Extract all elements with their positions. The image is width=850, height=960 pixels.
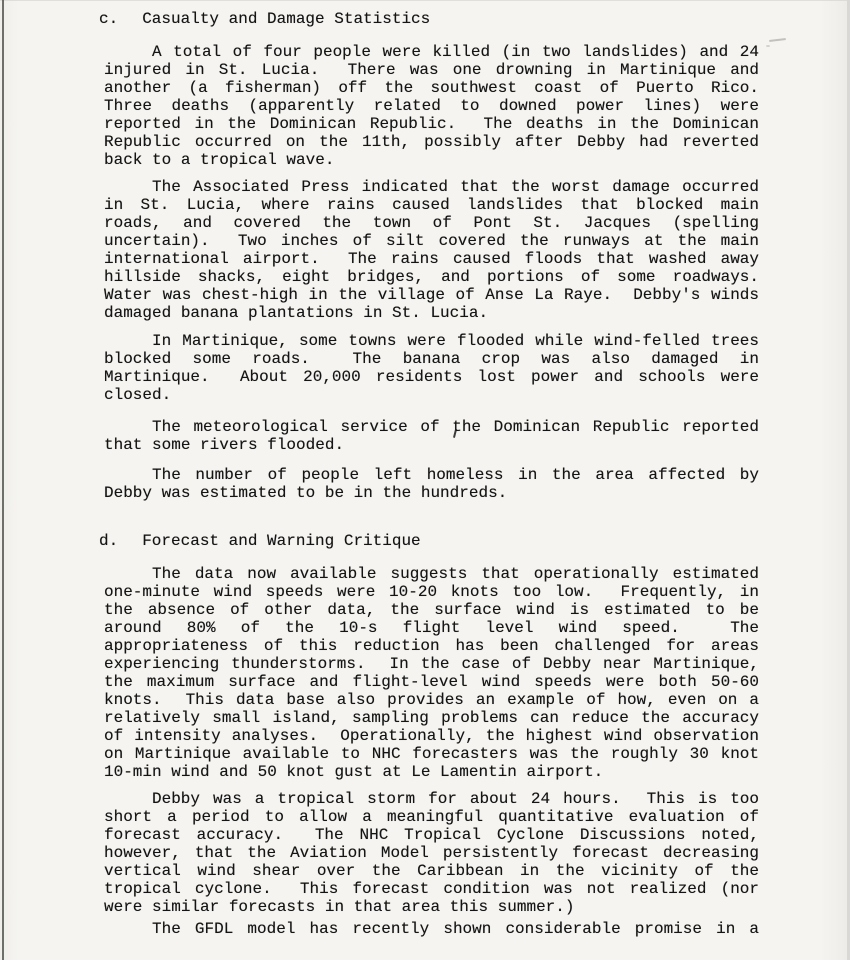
text-line: The Associated Press indicated that the worst damage occurred (152, 178, 759, 196)
document-paragraph (104, 178, 759, 322)
text-line: of intensity analyses. Operationally, the highest wind observation (104, 727, 759, 745)
text-line: The number of people left homeless in the area affected by (152, 466, 759, 484)
text-line: one-minute wind speeds were 10-20 knots too low. Frequently, in (104, 583, 759, 601)
section-heading (99, 532, 759, 550)
document-paragraph (104, 790, 759, 916)
text-line: Martinique. About 20,000 residents lost power and schools were (104, 368, 759, 386)
text-line: roads, and covered the town of Pont St. Jacques (spelling (104, 214, 759, 232)
text-line: reported in the Dominican Republic. The deaths in the Dominican (104, 115, 759, 133)
text-line: A total of four people were killed (in two landslides) and 24 (152, 43, 759, 61)
document-paragraph (104, 920, 759, 938)
text-line: Republic occurred on the 11th, possibly after Debby had reverted (104, 133, 759, 151)
text-line: back to a tropical wave. (104, 151, 335, 169)
text-line: knots. This data base also provides an example of how, even on a (104, 691, 759, 709)
text-line: on Martinique available to NHC forecasters was the roughly 30 knot (104, 745, 759, 763)
text-line: the absence of other data, the surface wind is estimated to be (104, 601, 759, 619)
text-line: hillside shacks, eight bridges, and portions of some roadways. (104, 268, 759, 286)
text-line: In Martinique, some towns were flooded while wind-felled trees (152, 332, 759, 350)
section-heading (99, 10, 759, 28)
text-line: short a period to allow a meaningful quantitative evaluation of (104, 808, 759, 826)
section-marker: d. (99, 532, 119, 550)
document-paragraph (104, 418, 759, 454)
text-line: damaged banana plantations in St. Lucia. (104, 304, 489, 322)
document-paragraph (104, 43, 759, 169)
document-paragraph (104, 332, 759, 404)
section-title: Forecast and Warning Critique (142, 532, 421, 550)
text-line: closed. (104, 386, 172, 404)
scan-smudge-artifact (769, 38, 786, 42)
text-line: tropical cyclone. This forecast condition was not realized (nor (104, 880, 759, 898)
text-line: Debby was estimated to be in the hundreds. (104, 484, 508, 502)
text-line: 10-min wind and 50 knot gust at Le Lamentin airport. (104, 763, 604, 781)
text-line: injured in St. Lucia. There was one drowning in Martinique and (104, 61, 759, 79)
document-body (99, 10, 759, 938)
text-line: however, that the Aviation Model persistently forecast decreasing (104, 844, 759, 862)
text-line: The data now available suggests that operationally estimated (152, 565, 759, 583)
text-line: The GFDL model has recently shown considerable promise in a (152, 920, 759, 938)
text-line: experiencing thunderstorms. In the case of Debby near Martinique, (104, 655, 759, 673)
text-line: appropriateness of this reduction has been challenged for areas (104, 637, 759, 655)
text-line: uncertain). Two inches of silt covered the runways at the main (104, 232, 759, 250)
text-line: relatively small island, sampling problems can reduce the accuracy (104, 709, 759, 727)
text-line: another (a fisherman) off the southwest coast of Puerto Rico. (104, 79, 759, 97)
scan-edge-artifact-left (2, 0, 4, 960)
scan-edge-artifact-top (0, 0, 850, 1)
text-line: were similar forecasts in that area this summer.) (104, 898, 575, 916)
text-line: international airport. The rains caused floods that washed away (104, 250, 759, 268)
document-paragraph (104, 565, 759, 781)
text-line: Debby was a tropical storm for about 24 hours. This is too (152, 790, 759, 808)
text-line: vertical wind shear over the Caribbean in the vicinity of the (104, 862, 759, 880)
text-line: in St. Lucia, where rains caused landslides that blocked main (104, 196, 759, 214)
text-line: that some rivers flooded. (104, 436, 345, 454)
text-line: blocked some roads. The banana crop was also damaged in (104, 350, 759, 368)
text-line: Water was chest-high in the village of Anse La Raye. Debby's winds (104, 286, 759, 304)
text-line: The meteorological service of the Dominican Republic reported (152, 418, 759, 436)
section-title: Casualty and Damage Statistics (142, 10, 431, 28)
text-line: the maximum surface and flight-level wind speeds were both 50-60 (104, 673, 759, 691)
text-line: around 80% of the 10-s flight level wind speed. The (104, 619, 759, 637)
text-line: Three deaths (apparently related to downed power lines) were (104, 97, 759, 115)
text-line: forecast accuracy. The NHC Tropical Cyclone Discussions noted, (104, 826, 759, 844)
section-marker: c. (99, 10, 119, 28)
document-paragraph (104, 466, 759, 502)
scan-speck-artifact (766, 45, 770, 47)
